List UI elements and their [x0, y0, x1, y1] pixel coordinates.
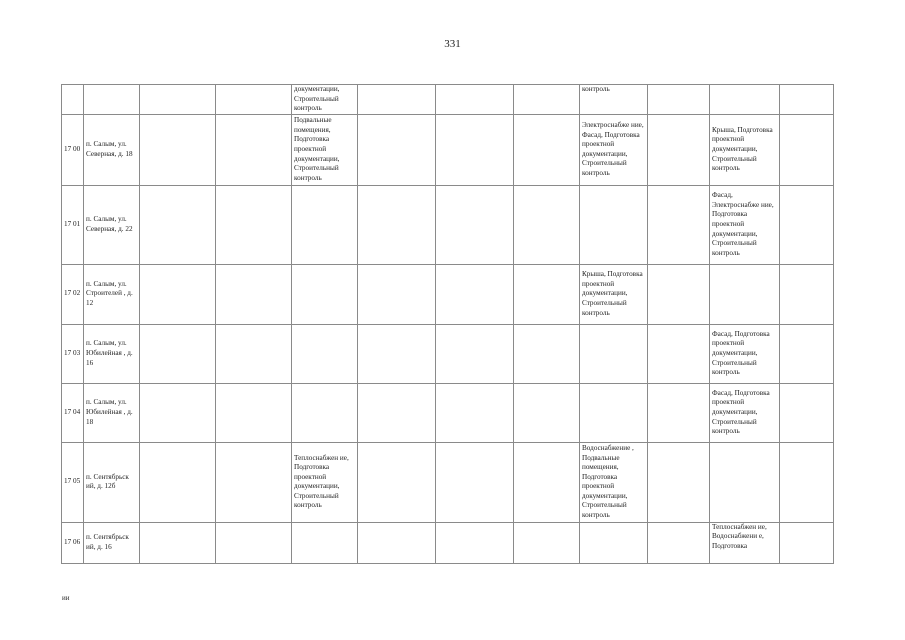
table-cell: [436, 185, 514, 264]
table-cell: [358, 185, 436, 264]
work-cell: контроль: [580, 85, 648, 115]
table-cell: [216, 114, 292, 185]
work-cell: Фасад, Электроснабже ние, Подготовка проектной документации, Строительный контроль: [710, 185, 780, 264]
table-cell: [292, 324, 358, 383]
table-cell: [140, 442, 216, 522]
table-cell: [710, 442, 780, 522]
table-row: [62, 85, 834, 115]
table-cell: [514, 442, 580, 522]
table-cell: [780, 324, 834, 383]
table-cell: [292, 522, 358, 563]
table-cell: [780, 114, 834, 185]
table-cell: [140, 522, 216, 563]
work-cell: Крыша, Подготовка проектной документации, Строительный контроль: [580, 264, 648, 324]
work-cell: документации, Строительный контроль: [292, 85, 358, 115]
table-cell: [216, 522, 292, 563]
table-cell: [580, 185, 648, 264]
table-row: [62, 264, 834, 324]
page-number: 331: [444, 38, 461, 50]
row-number: 17 01: [62, 185, 84, 264]
table-cell: [436, 324, 514, 383]
address-cell: п. Сентябрьск ий, д. 16: [84, 522, 140, 563]
table-cell: [514, 185, 580, 264]
table-cell: [514, 324, 580, 383]
table-cell: [436, 522, 514, 563]
table-cell: [580, 383, 648, 442]
table-cell: [514, 522, 580, 563]
table-cell: [436, 114, 514, 185]
table-cell: [780, 442, 834, 522]
table-cell: [648, 114, 710, 185]
address-cell: п. Салым, ул. Строителей , д. 12: [84, 264, 140, 324]
table-cell: [358, 383, 436, 442]
address-cell: п. Салым, ул. Северная, д. 18: [84, 114, 140, 185]
table-cell: [358, 114, 436, 185]
table-cell: [292, 383, 358, 442]
address-cell: п. Салым, ул. Юбилейная , д. 16: [84, 324, 140, 383]
row-number: [62, 85, 84, 115]
table-cell: [648, 383, 710, 442]
table-cell: [292, 264, 358, 324]
address-cell: п. Сентябрьск ий, д. 12б: [84, 442, 140, 522]
table-row: [62, 185, 834, 264]
table-cell: [358, 85, 436, 115]
table-cell: [648, 85, 710, 115]
table-cell: [648, 442, 710, 522]
work-cell: Фасад, Подготовка проектной документации, Строительный контроль: [710, 383, 780, 442]
work-cell: Электроснабже ние, Фасад, Подготовка проектной документации, Строительный контроль: [580, 114, 648, 185]
work-cell: Подвальные помещения, Подготовка проектной документации, Строительный контроль: [292, 114, 358, 185]
table-cell: [514, 114, 580, 185]
table-cell: [710, 264, 780, 324]
table-cell: [514, 264, 580, 324]
work-cell: Крыша, Подготовка проектной документации, Строительный контроль: [710, 114, 780, 185]
table-cell: [216, 442, 292, 522]
row-number: 17 02: [62, 264, 84, 324]
work-cell: Теплоснабжен ие, Подготовка проектной документации, Строительный контроль: [292, 442, 358, 522]
table-cell: [140, 185, 216, 264]
table-cell: [780, 383, 834, 442]
table-row: [62, 383, 834, 442]
table-cell: [514, 85, 580, 115]
table-cell: [648, 185, 710, 264]
address-cell: п. Салым, ул. Северная, д. 22: [84, 185, 140, 264]
row-number: 17 06: [62, 522, 84, 563]
table-cell: [216, 85, 292, 115]
table-cell: [780, 185, 834, 264]
work-cell: Водоснабжение , Подвальные помещения, Подготовка проектной документации, Строительный контроль: [580, 442, 648, 522]
table-cell: [436, 442, 514, 522]
table-cell: [436, 264, 514, 324]
table-cell: [140, 324, 216, 383]
table-cell: [648, 522, 710, 563]
table-cell: [358, 264, 436, 324]
table-cell: [140, 114, 216, 185]
table-row: [62, 324, 834, 383]
row-number: 17 05: [62, 442, 84, 522]
table-cell: [436, 383, 514, 442]
table-cell: [140, 383, 216, 442]
row-number: 17 00: [62, 114, 84, 185]
table-cell: [358, 324, 436, 383]
table-cell: [648, 324, 710, 383]
table-row: [62, 114, 834, 185]
table-cell: [710, 85, 780, 115]
table-cell: [780, 264, 834, 324]
table-row: [62, 442, 834, 522]
table-cell: [216, 383, 292, 442]
table-cell: [358, 522, 436, 563]
work-cell: Теплоснабжен ие, Водоснабжени е, Подготовка: [710, 522, 780, 563]
work-cell: Фасад, Подготовка проектной документации, Строительный контроль: [710, 324, 780, 383]
table-cell: [780, 522, 834, 563]
table-cell: [216, 185, 292, 264]
address-cell: [84, 85, 140, 115]
capital-repair-table: [61, 84, 834, 564]
table-cell: [292, 185, 358, 264]
table-row: [62, 522, 834, 563]
table-cell: [648, 264, 710, 324]
table-cell: [140, 264, 216, 324]
footer-text: ии: [62, 594, 70, 602]
table-cell: [358, 442, 436, 522]
table-cell: [216, 264, 292, 324]
table-cell: [580, 324, 648, 383]
table-cell: [580, 522, 648, 563]
table-cell: [216, 324, 292, 383]
row-number: 17 04: [62, 383, 84, 442]
table-cell: [514, 383, 580, 442]
table-cell: [140, 85, 216, 115]
row-number: 17 03: [62, 324, 84, 383]
table-cell: [780, 85, 834, 115]
table-cell: [436, 85, 514, 115]
address-cell: п. Салым, ул. Юбилейная , д. 18: [84, 383, 140, 442]
